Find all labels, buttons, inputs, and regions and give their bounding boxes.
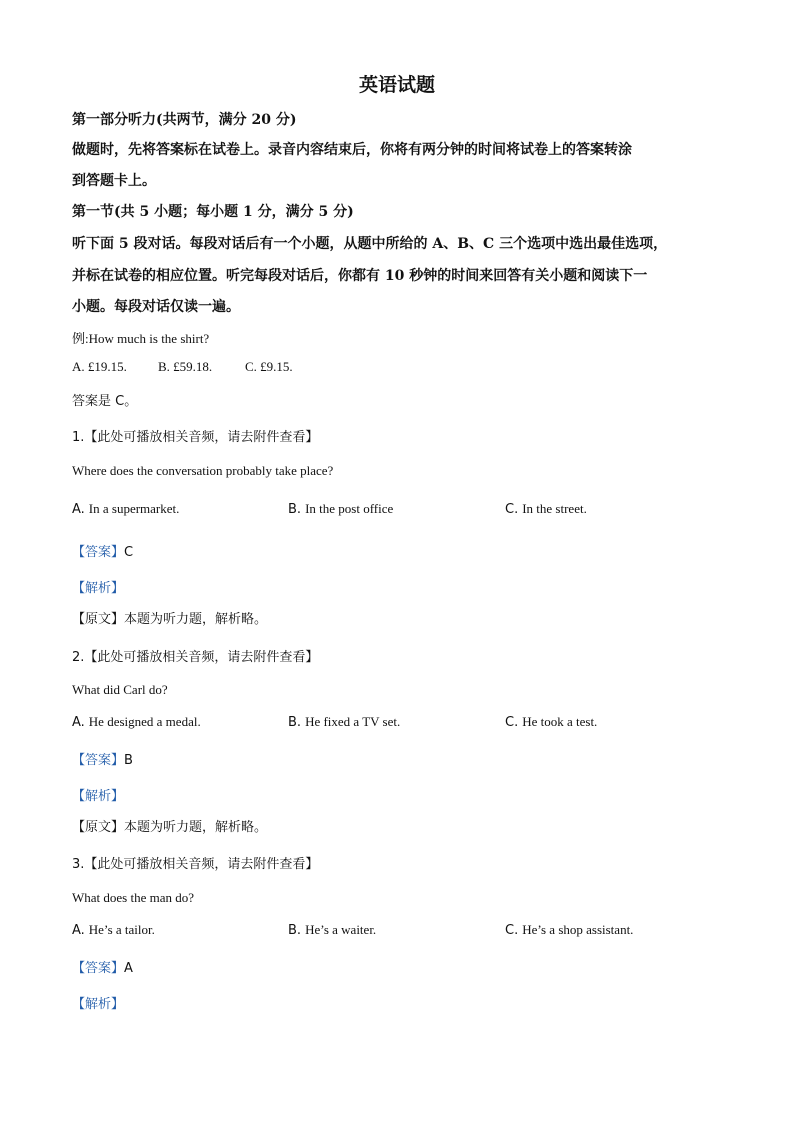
q3-option-c <box>505 921 633 939</box>
option-text: He’s a waiter. <box>305 922 377 937</box>
option-letter: B. <box>288 923 302 938</box>
section1-heading: 第一节(共 5 小题；每小题 1 分，满分 5 分) <box>72 204 354 220</box>
q2-option-c <box>505 713 597 731</box>
answer-tag: 【答案】 <box>72 753 125 768</box>
instruction-line-2: 并标在试卷的相应位置。听完每段对话后，你都有 10 秒钟的时间来回答有关小题和阅读下一 <box>72 268 648 284</box>
option-text: He’s a tailor. <box>88 922 155 937</box>
option-text: He fixed a TV set. <box>305 714 401 729</box>
q3-answer <box>72 957 133 976</box>
option-text: He took a test. <box>522 714 598 729</box>
option-letter: C. <box>505 715 519 730</box>
option-letter: B. <box>288 502 302 517</box>
q1-audio-header: 1.【此处可播放相关音频，请去附件查看】 <box>72 430 319 445</box>
option-text: In a supermarket. <box>88 501 180 516</box>
instruction-line-3: 小题。每段对话仅读一遍。 <box>72 299 240 315</box>
answer-tag: 【答案】 <box>72 545 125 560</box>
option-text: In the post office <box>305 501 394 516</box>
q3-audio-header: 3.【此处可播放相关音频，请去附件查看】 <box>72 857 319 872</box>
q1-original: 【原文】本题为听力题，解析略。 <box>72 612 268 627</box>
q3-question: What does the man do? <box>72 890 195 905</box>
option-letter: A. <box>72 923 85 938</box>
q3-option-a <box>72 921 155 939</box>
q1-analysis-tag: 【解析】 <box>72 581 125 596</box>
part1-heading: 第一部分听力(共两节，满分 20 分) <box>72 112 297 128</box>
option-text: He designed a medal. <box>88 714 201 729</box>
intro-line-2: 到答题卡上。 <box>72 173 156 189</box>
option-text: In the street. <box>522 501 587 516</box>
q3-option-b <box>288 921 376 939</box>
q2-audio-header: 2.【此处可播放相关音频，请去附件查看】 <box>72 650 319 665</box>
q1-answer <box>72 541 133 560</box>
option-letter: A. <box>72 502 85 517</box>
intro-line-1: 做题时，先将答案标在试卷上。录音内容结束后，你将有两分钟的时间将试卷上的答案转涂 <box>72 142 632 158</box>
option-letter: A. <box>72 715 85 730</box>
option-text: He’s a shop assistant. <box>522 922 634 937</box>
page-title: 英语试题 <box>358 74 435 96</box>
q2-original: 【原文】本题为听力题，解析略。 <box>72 820 268 835</box>
option-letter: C. <box>505 923 519 938</box>
q1-option-c <box>505 500 587 518</box>
example-answer: 答案是 C。 <box>72 394 138 409</box>
instruction-line-1: 听下面 5 段对话。每段对话后有一个小题，从题中所给的 A、B、C 三个选项中选出最佳选项， <box>72 236 668 252</box>
q1-question: Where does the conversation probably take place? <box>72 463 334 478</box>
option-letter: B. <box>288 715 302 730</box>
answer-value: A <box>124 961 133 976</box>
option-letter: C. <box>505 502 519 517</box>
example-option-b: B. £59.18. <box>158 359 213 374</box>
q1-option-b <box>288 500 393 518</box>
q3-analysis-tag: 【解析】 <box>72 997 125 1012</box>
q2-option-a <box>72 713 201 731</box>
example-option-c: C. £9.15. <box>245 359 293 374</box>
q2-answer <box>72 749 133 768</box>
q1-option-a <box>72 500 179 518</box>
q2-question: What did Carl do? <box>72 682 168 697</box>
answer-tag: 【答案】 <box>72 961 125 976</box>
answer-value: C <box>124 545 134 560</box>
example-option-a: A. £19.15. <box>72 359 127 374</box>
answer-value: B <box>124 753 133 768</box>
q2-option-b <box>288 713 400 731</box>
example-question: 例:How much is the shirt? <box>72 331 210 346</box>
q2-analysis-tag: 【解析】 <box>72 789 125 804</box>
